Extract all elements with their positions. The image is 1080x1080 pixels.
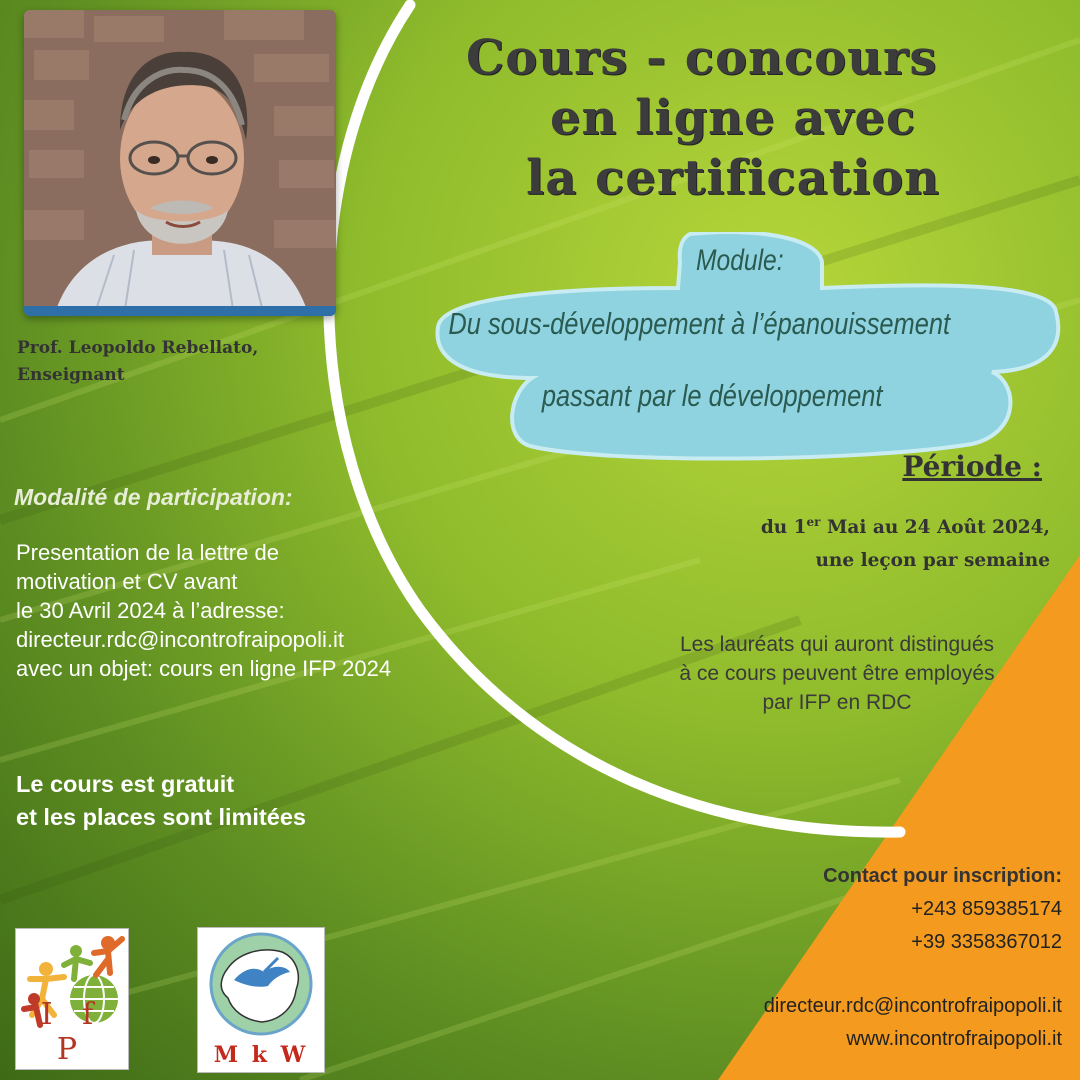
- ifp-logo: [15, 928, 129, 1070]
- laureates-line: à ce cours peuvent être employés: [679, 662, 995, 685]
- contact-phone-1[interactable]: +243 859385174: [911, 898, 1062, 920]
- module-bubble: [432, 232, 1072, 467]
- mkw-logo: [197, 927, 325, 1073]
- contact-block: [662, 860, 1062, 1056]
- teacher-caption: [17, 335, 377, 389]
- title-line-2: en ligne avec: [550, 90, 917, 146]
- title-line-3: la certification: [526, 150, 941, 206]
- participation-line: motivation et CV avant: [16, 569, 238, 594]
- laureates-notice: [612, 630, 1062, 717]
- participation-line: avec un objet: cours en ligne IFP 2024: [16, 656, 392, 681]
- ifp-logo-text: I f P: [40, 997, 104, 1067]
- contact-heading: Contact pour inscription:: [823, 865, 1062, 887]
- mkw-dove-map-icon: [198, 928, 324, 1040]
- mkw-logo-text: M k W: [213, 1042, 309, 1068]
- period-date-range: du 1er Mai au 24 Août 2024,: [760, 515, 1050, 539]
- participation-heading: Modalité de participation:: [14, 484, 293, 510]
- contact-email-link[interactable]: directeur.rdc@incontrofraipopoli.it: [763, 995, 1062, 1017]
- contact-phone-2[interactable]: +39 3358367012: [911, 931, 1062, 953]
- period-label-row: [902, 450, 1042, 483]
- module-title-line-2: passant par le développement: [541, 378, 883, 413]
- participation-line: Presentation de la lettre de: [16, 540, 279, 565]
- teacher-photo: [24, 10, 336, 316]
- participation-email[interactable]: directeur.rdc@incontrofraipopoli.it: [16, 627, 345, 652]
- period-frequency: une leçon par semaine: [815, 550, 1050, 572]
- module-title-line-1: Du sous-développement à l’épanouissement: [448, 306, 951, 341]
- participation-line: le 30 Avril 2024 à l’adresse:: [16, 598, 285, 623]
- participation-details: [16, 538, 536, 683]
- page-title: [430, 28, 1070, 208]
- teacher-name: Prof. Leopoldo Rebellato,: [17, 338, 259, 358]
- laureates-line: Les lauréats qui auront distingués: [679, 633, 995, 656]
- laureates-line: par IFP en RDC: [762, 691, 912, 714]
- free-notice: [16, 768, 496, 834]
- free-notice-line-2: et les places sont limitées: [16, 804, 306, 830]
- period-label: Période :: [902, 450, 1042, 483]
- title-line-1: Cours - concours: [466, 30, 938, 86]
- free-notice-line-1: Le cours est gratuit: [16, 771, 235, 797]
- period-dates: [630, 506, 1050, 577]
- module-label: Module:: [696, 244, 784, 277]
- contact-website-link[interactable]: www.incontrofraipopoli.it: [846, 1028, 1062, 1050]
- teacher-role: Enseignant: [17, 365, 125, 385]
